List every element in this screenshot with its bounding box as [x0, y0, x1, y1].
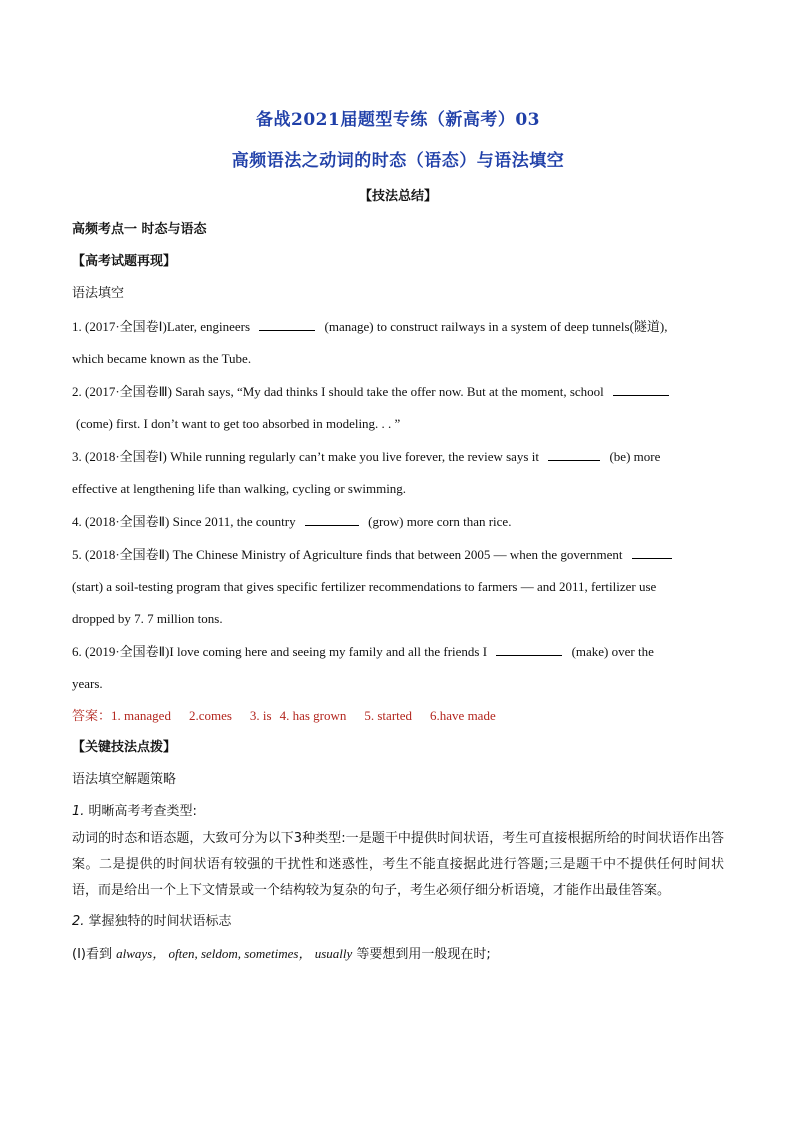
question-text: 4. (2018·全国卷Ⅱ) Since 2011, the country [72, 514, 296, 529]
point-2-title [72, 914, 724, 930]
answer-blank [632, 546, 672, 559]
document-page [72, 100, 724, 963]
question-5 [72, 546, 724, 563]
question-text: 2. (2017·全国卷Ⅲ) Sarah says, “My dad thinks I should take the offer now. But at the moment, school [72, 384, 604, 399]
answer-item: 2.comes [188, 708, 232, 723]
question-text: (make) over the [571, 644, 654, 659]
question-text: (be) more [609, 449, 661, 464]
answer-item: 5. started [364, 708, 413, 723]
section-heading-1: 高频考点一 时态与语态 [72, 222, 207, 237]
answer-item: 1. managed [111, 708, 171, 723]
point-2-item-1 [72, 946, 724, 963]
document-title: 备战2021届题型专练（新高考）03 [256, 110, 540, 130]
answer-blank [496, 643, 562, 656]
question-5-cont: (start) a soil-testing program that gives specific fertilizer recommendations to farmers — and 2011, fertilizer use [72, 579, 657, 594]
question-6-cont: years. [72, 676, 103, 691]
question-6 [72, 643, 724, 660]
point-1-text: 动词的时态和语态题，大致可分为以下3种类型:一是题干中提供时间状语，考生可直接根据所给的时间状语作出答案。二是提供的时间状语有较强的干扰性和迷惑性，考生不能直接据此进行答题;三是题干中不提供任何时间状语，而是给出一个上下文情景或一个结构较为复杂的句子，考生必须仔细分析语境，才能作出最佳答案。 [72, 831, 724, 898]
keyword-list: always， often, seldom, sometimes， usually [116, 946, 353, 961]
question-2 [72, 383, 724, 400]
question-5-cont2: dropped by 7. 7 million tons. [72, 611, 223, 626]
point-number: 1. [72, 804, 85, 819]
answer-item: 4. has grown [279, 708, 347, 723]
answer-blank [305, 513, 359, 526]
grammar-fill-label: 语法填空 [72, 286, 125, 301]
question-3-cont: effective at lengthening life than walking, cycling or swimming. [72, 481, 407, 496]
answer-item: 6.have made [430, 708, 496, 723]
question-1-cont: which became known as the Tube. [72, 351, 252, 366]
answer-blank [613, 383, 669, 396]
answer-blank [259, 318, 315, 331]
item-prefix: (I)看到 [72, 947, 112, 962]
question-3 [72, 448, 724, 465]
question-text: 5. (2018·全国卷Ⅱ) The Chinese Ministry of Agriculture finds that between 2005 — when the government [72, 547, 623, 562]
answer-key [72, 708, 724, 724]
point-title: 掌握独特的时间状语标志 [88, 914, 232, 929]
answer-item: 3. is [249, 708, 272, 723]
question-text: (manage) to construct railways in a system of deep tunnels(隧道), [324, 319, 668, 334]
point-title: 明晰高考考查类型: [88, 804, 197, 819]
answer-blank [548, 448, 600, 461]
question-text: 6. (2019·全国卷Ⅱ)I love coming here and seeing my family and all the friends I [72, 644, 488, 659]
answer-label: 答案： [72, 708, 112, 723]
summary-heading: 【技法总结】 [358, 189, 437, 204]
question-1 [72, 318, 724, 335]
key-skills-heading: 【关键技法点拨】 [72, 740, 177, 755]
question-4 [72, 513, 724, 530]
question-text: 3. (2018·全国卷Ⅰ) While running regularly can’t make you live forever, the review says it [72, 449, 539, 464]
question-2-cont: (come) first. I don’t want to get too absorbed in modeling. . . ” [76, 416, 401, 431]
point-1-title [72, 804, 724, 820]
exam-recap-heading: 【高考试题再现】 [72, 254, 177, 269]
question-text: (grow) more corn than rice. [368, 514, 512, 529]
question-text: 1. (2017·全国卷Ⅰ)Later, engineers [72, 319, 251, 334]
point-number: 2. [72, 914, 85, 929]
strategy-label: 语法填空解题策略 [72, 772, 177, 787]
document-subtitle: 高频语法之动词的时态（语态）与语法填空 [231, 151, 565, 171]
item-suffix: 等要想到用一般现在时; [356, 947, 491, 962]
